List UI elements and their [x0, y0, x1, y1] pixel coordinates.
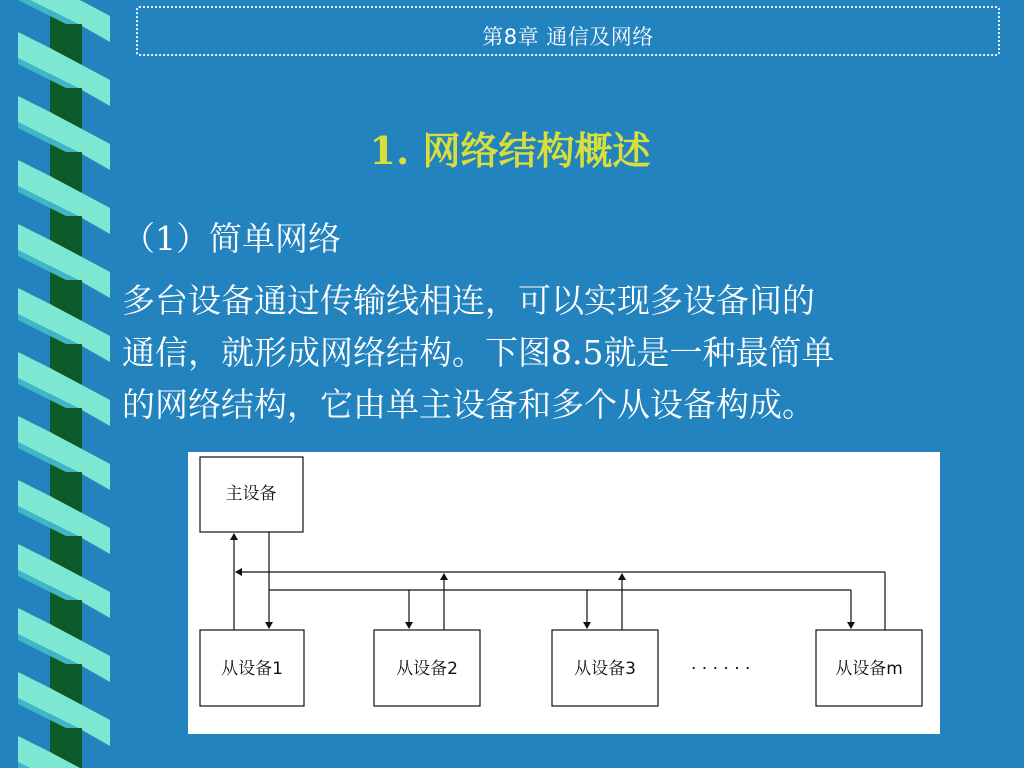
network-diagram-svg [188, 452, 940, 734]
master-device-label: 主设备 [225, 484, 277, 504]
slave-device-label-2: 从设备2 [396, 659, 458, 679]
body-line-3: 的网络结构，它由单主设备和多个从设备构成。 [122, 385, 815, 424]
ellipsis-dots: · · · · · · [691, 659, 751, 679]
section-title: 1. 网络结构概述 [369, 128, 651, 173]
chapter-header-text: 第8章 通信及网络 [482, 25, 654, 49]
bus-lines [234, 532, 885, 630]
slave-device-label-m: 从设备m [835, 659, 903, 679]
decorative-ribbon [0, 0, 112, 768]
network-diagram [188, 452, 940, 734]
body-line-2: 通信，就形成网络结构。下图8.5就是一种最简单 [122, 333, 835, 372]
subsection-title: （1）简单网络 [122, 219, 341, 258]
body-paragraph [122, 275, 1002, 431]
body-line-1: 多台设备通过传输线相连，可以实现多设备间的 [122, 281, 815, 320]
chapter-header [136, 6, 1000, 56]
slave-device-label-1: 从设备1 [221, 659, 283, 679]
slave-device-label-3: 从设备3 [574, 659, 636, 679]
